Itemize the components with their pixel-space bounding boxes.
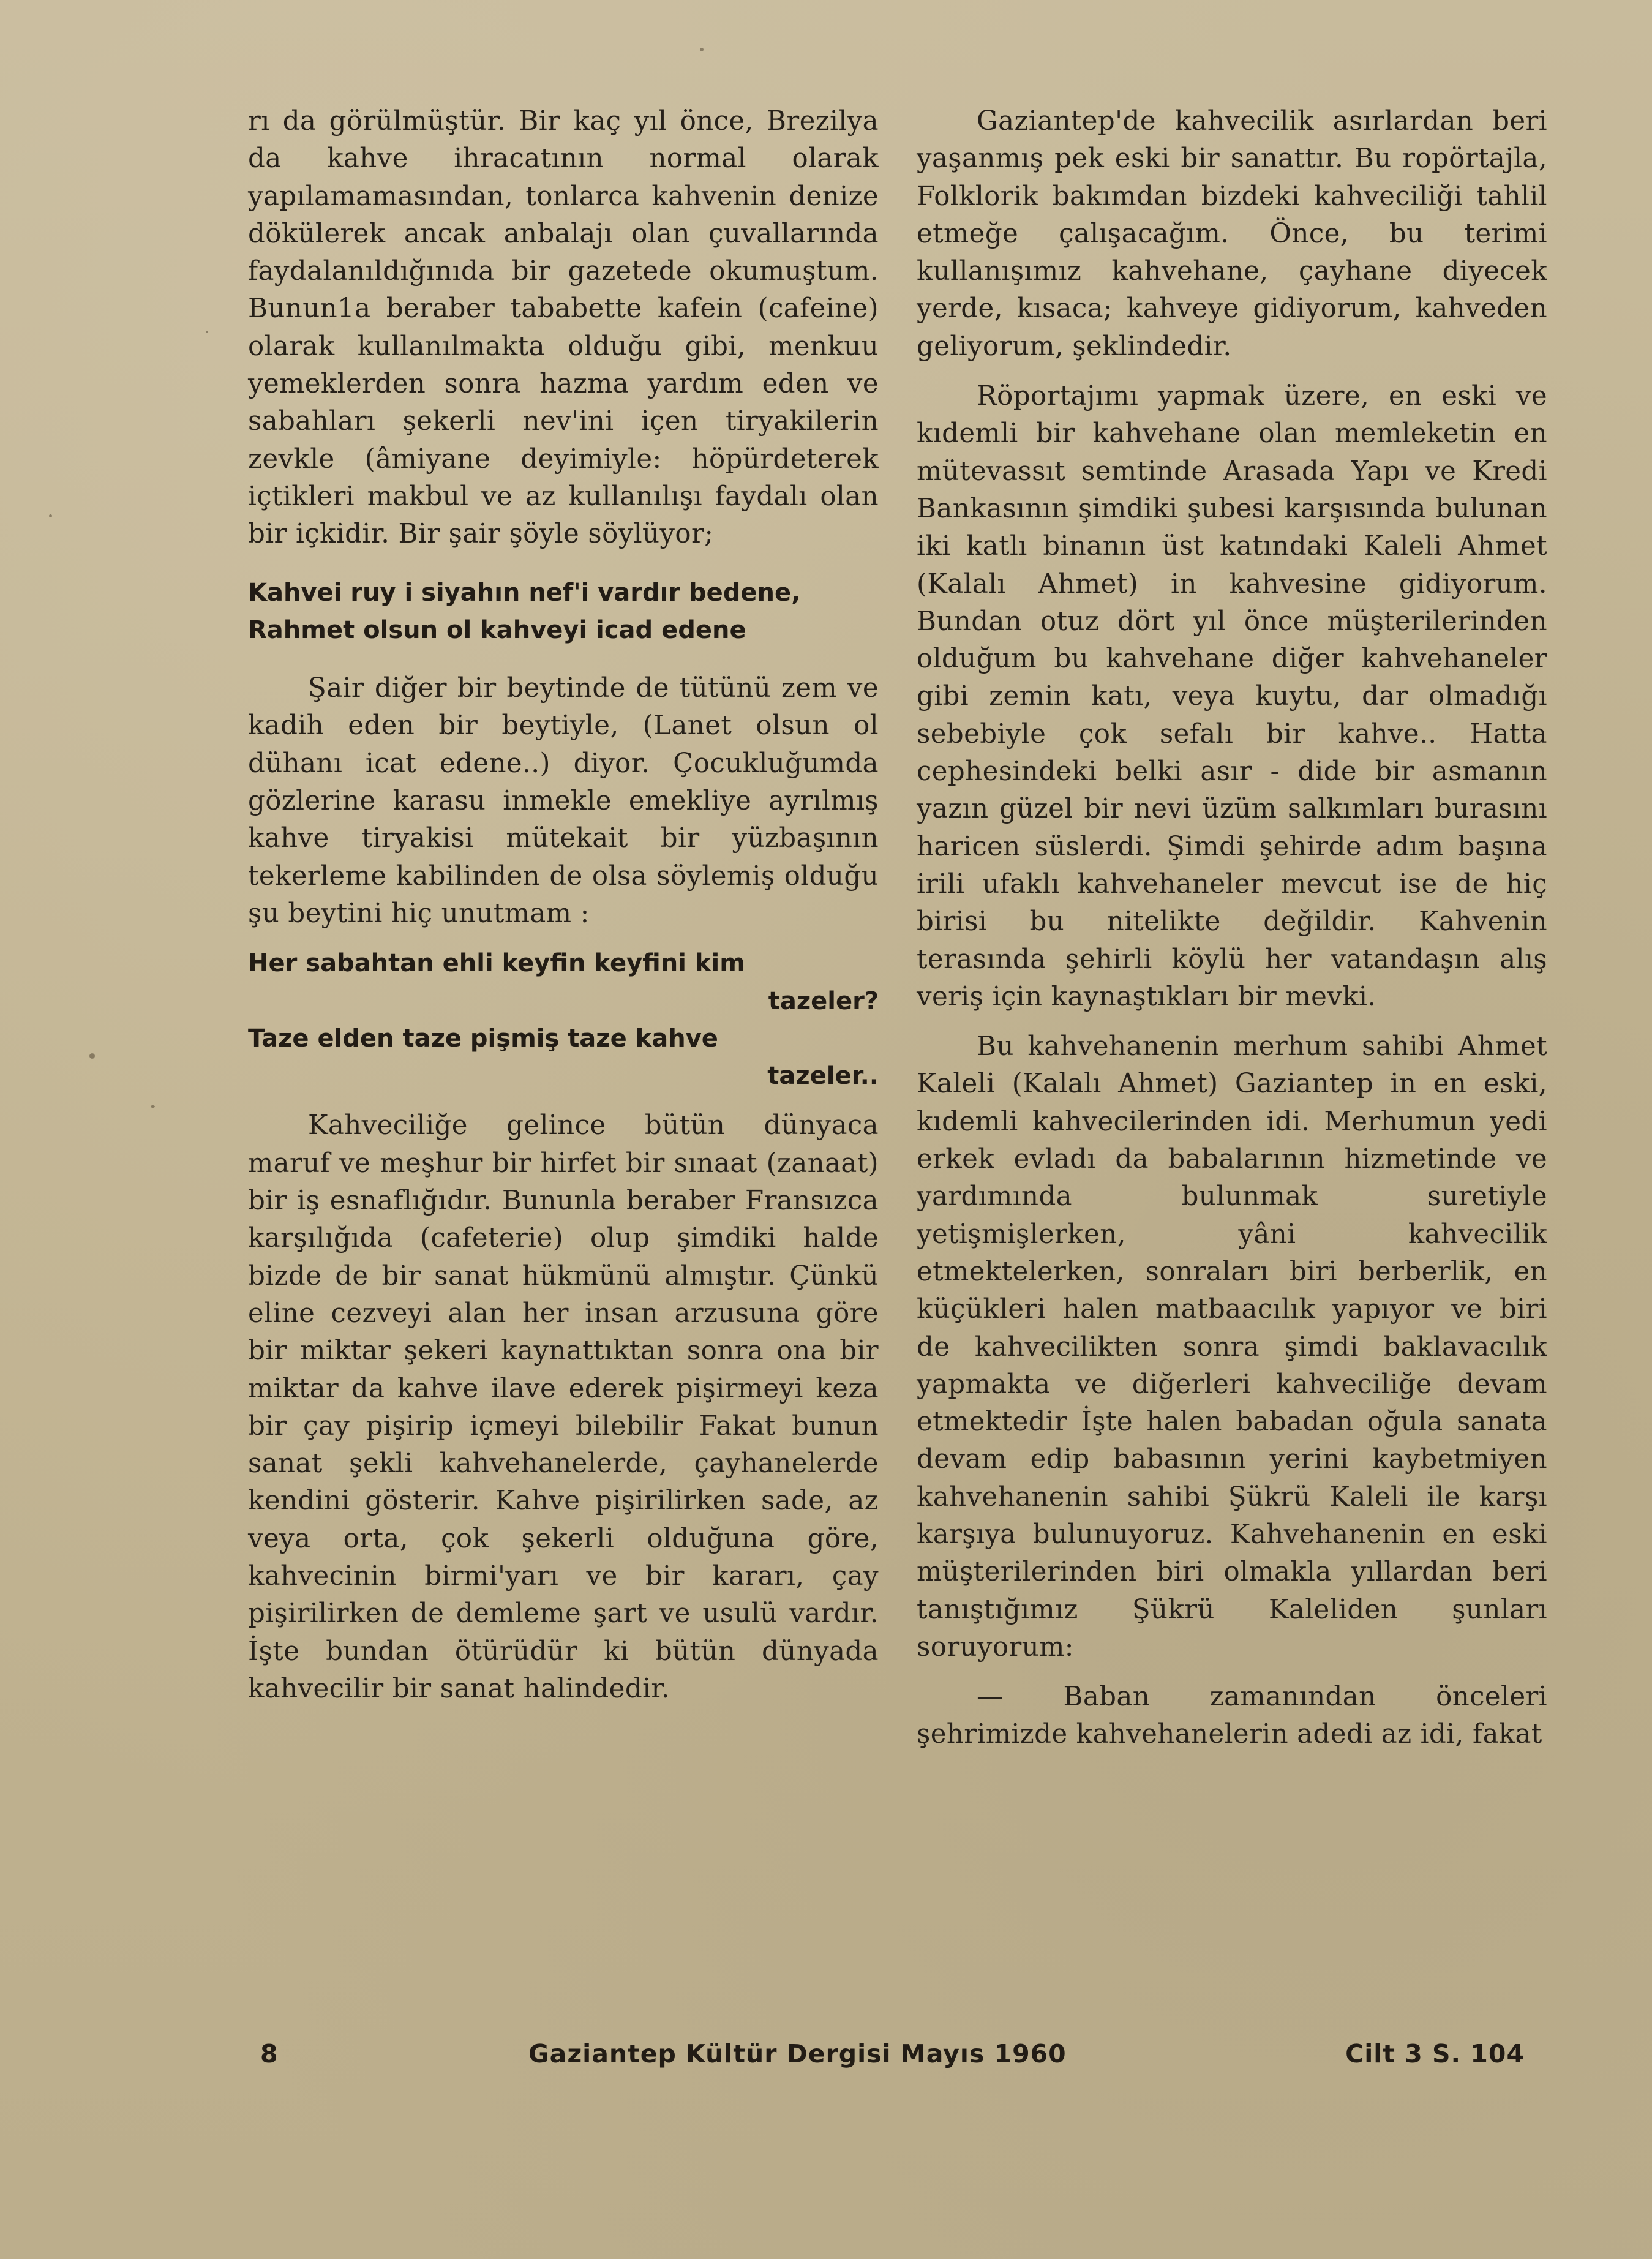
paragraph: — Baban zamanından önceleri şehrimizde kahvehanelerin adedi az idi, fakat — [917, 1682, 1547, 1750]
poem-line: Taze elden taze pişmiş taze kahve — [248, 1024, 718, 1053]
page-footer — [248, 2039, 1525, 2082]
paragraph: Bu kahvehanenin merhum sahibi Ahmet Kaleli (Kalalı Ahmet) Gaziantep in en eski, kıdemli kahvecilerinden idi. Merhumun yedi erkek evladı da babalarının hizmetinde ve yardımında bulunmak suretiyle yetişmişlerken, yâni kahvecilik etmektelerken, sonraları biri berberlik, en küçükleri halen matbaacılık yapıyor ve biri de kahvecilikten sonra şimdi baklavacılık yapmakta ve diğerleri kahveciliğe devam etmektedir İşte halen babadan oğula sanata devam edip babasının yerini kaybetmiyen kahvehanenin sahibi Şükrü Kaleli ile karşı karşıya bulunuyoruz. Kahvehanenin en eski müşterilerinden biri olmakla yıllardan beri tanıştığımız Şükrü Kaleliden şunları soruyorum: — [917, 1031, 1547, 1663]
left-column — [248, 103, 879, 1708]
poem-line: Kahvei ruy i siyahın nef'i vardır bedene, — [248, 578, 801, 607]
paragraph: Röportajımı yapmak üzere, en eski ve kıdemli bir kahvehane olan memleketin en mütevassıt semtinde Arasada Yapı ve Kredi Bankasının şimdiki şubesi karşısında bulunan iki katlı binanın üst katındaki Kaleli Ahmet (Kalalı Ahmet) in kahvesine gidiyorum. Bundan otuz dört yıl önce müşterilerinden olduğum bu kahvehane diğer kahvehaneler gibi zemin katı, veya kuytu, dar olmadığı sebebiyle çok sefalı bir kahve.. Hatta cephesindeki belki asır - dide bir asmanın yazın güzel bir nevi üzüm salkımları burasını haricen süslerdi. Şimdi şehirde adım başına irili ufaklı kahvehaneler mevcut ise de hiç birisi bu nitelikte değildir. Kahvenin terasında şehirli köylü her vatandaşın alış veriş için kaynaştıkları bir mevki. — [917, 381, 1547, 1012]
poem-line: Rahmet olsun ol kahveyi icad edene — [248, 615, 746, 644]
paper-speck — [700, 48, 704, 51]
right-column — [917, 103, 1547, 1754]
paragraph: Kahveciliğe gelince bütün dünyaca maruf ve meşhur bir hirfet bir sınaat (zanaat) bir iş esnaflığıdır. Bununla beraber Fransızca karşılığıda (cafeterie) olup şimdiki halde bizde de bir sanat hükmünü almıştır. Çünkü eline cezveyi alan her insan arzusuna göre bir miktar şekeri kaynattıktan sonra ona bir miktar da kahve ilave ederek pişirmeyi keza bir çay pişirip içmeyi bilebilir Fakat bunun sanat şekli kahvehanelerde, çayhanelerde kendini gösterir. Kahve pişirilirken sade, az veya orta, çok şekerli olduğuna göre, kahvecinin birmi'yarı ve bir kararı, çay pişirilirken de demleme şart ve usulü vardır. İşte bundan ötürüdür ki bütün dünyada kahvecilir bir sanat halindedir. — [248, 1110, 879, 1704]
publication-title: Gaziantep Kültür Dergisi Mayıs 1960 — [528, 2039, 1067, 2069]
paragraph: rı da görülmüştür. Bir kaç yıl önce, Brezilya da kahve ihracatının normal olarak yapılamamasından, tonlarca kahvenin denize dökülerek ancak anbalajı olan çuvallarında faydalanıldığınıda bir gazetede okumuştum. Bunun1a beraber tababette kafein (cafeine) olarak kullanılmakta olduğu gibi, menkuu yemeklerden sonra hazma yardım eden ve sabahları şekerli nev'ini içen tiryakilerin zevkle (âmiyane deyimiyle: höpürdeterek içtikleri makbul ve az kullanılışı faydalı olan bir içkidir. Bir şair şöyle söylüyor; — [248, 106, 879, 550]
paper-speck — [49, 514, 52, 517]
volume-issue: Cilt 3 S. 104 — [1345, 2039, 1525, 2069]
paper-speck — [206, 331, 208, 333]
paper-speck — [151, 1105, 155, 1108]
poem-couplet — [248, 945, 879, 1095]
paragraph: Gaziantep'de kahvecilik asırlardan beri yaşanmış pek eski bir sanattır. Bu ropörtajla, Folklorik bakımdan bizdeki kahveciliği tahlil etmeğe çalışacağım. Önce, bu terimi kullanışımız kahvehane, çayhane diyecek yerde, kısaca; kahveye gidiyorum, kahveden geliyorum, şeklindedir. — [917, 106, 1547, 362]
poem-couplet — [248, 574, 879, 650]
poem-line: tazeler? — [768, 987, 879, 1015]
page-number: 8 — [260, 2039, 278, 2069]
poem-line: tazeler.. — [767, 1062, 879, 1091]
paper-speck — [693, 1279, 697, 1282]
poem-line: Her sabahtan ehli keyfin keyfini kim — [248, 949, 745, 978]
paragraph: Şair diğer bir beytinde de tütünü zem ve kadih eden bir beytiyle, (Lanet olsun ol dühanı icat edene..) diyor. Çocukluğumda gözlerine karasu inmekle emekliye ayrılmış kahve tiryakisi mütekait bir yüzbaşının tekerleme kabilinden de olsa söylemiş olduğu şu beytini hiç unutmam : — [248, 673, 879, 929]
paper-speck — [89, 1053, 95, 1059]
